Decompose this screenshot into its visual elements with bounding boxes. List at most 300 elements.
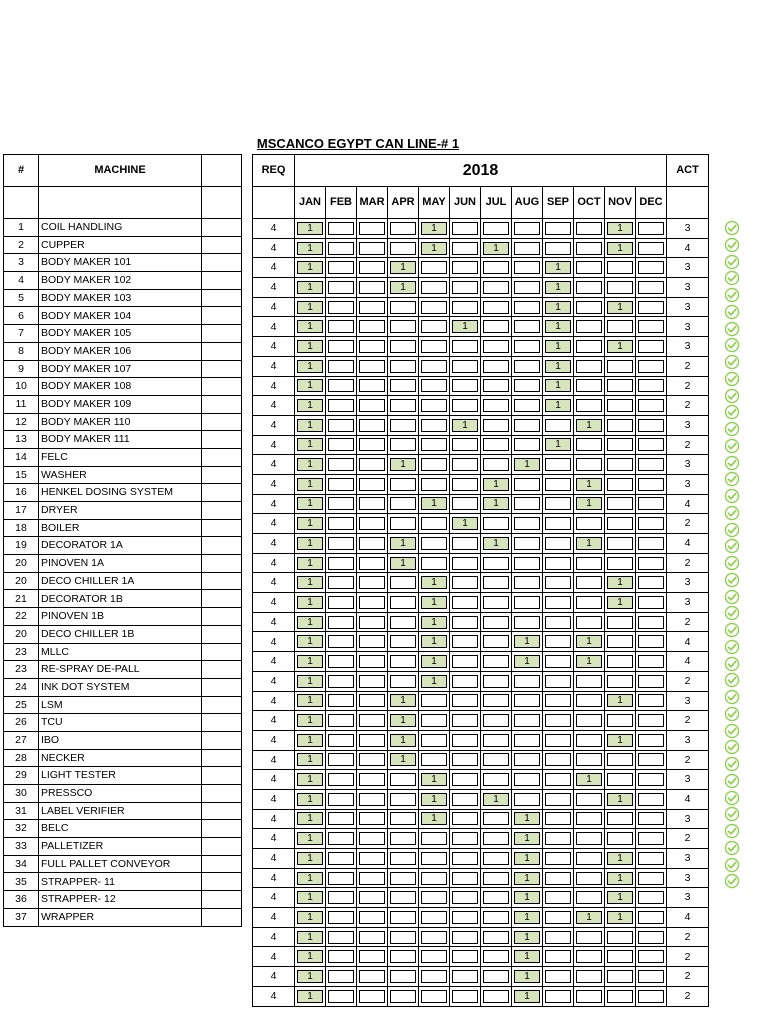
month-cell-apr [388,297,419,317]
month-cell-may [419,219,450,239]
month-cell-jul [481,534,512,554]
month-cell-apr [388,356,419,376]
check-circle-icon [724,538,740,554]
month-cell-dec [636,809,667,829]
table-row [4,802,242,820]
row-number: 16 [4,484,39,502]
mark-box: 1 [297,911,323,924]
month-cell-jul [481,888,512,908]
month-cell-oct [574,474,605,494]
check-circle-icon [724,488,740,504]
month-cell-apr [388,514,419,534]
table-row [253,750,709,770]
machine-name: BODY MAKER 102 [39,272,202,290]
mark-box [328,970,354,983]
month-cell-may [419,317,450,337]
month-cell-aug [512,435,543,455]
mark-box: 1 [607,872,633,885]
machine-name: BODY MAKER 111 [39,431,202,449]
blank-cell [202,272,242,290]
month-cell-aug [512,455,543,475]
mark-box [328,399,354,412]
mark-box [452,872,478,885]
blank-cell [202,891,242,909]
mark-box [359,872,385,885]
machine-name: PALLETIZER [39,838,202,856]
check-circle-icon [724,505,740,521]
month-cell-jun [450,337,481,357]
mark-box: 1 [297,773,323,786]
month-cell-aug [512,494,543,514]
mark-box [390,852,416,865]
month-cell-apr [388,632,419,652]
month-cell-nov [605,652,636,672]
blank-cell [202,519,242,537]
month-cell-dec [636,297,667,317]
month-cell-jul [481,789,512,809]
table-row [253,652,709,672]
month-cell-apr [388,278,419,298]
month-cell-nov [605,494,636,514]
row-number: 1 [4,219,39,237]
check-circle-icon [724,237,740,253]
mark-box [328,458,354,471]
mark-box [638,970,664,983]
month-cell-nov [605,534,636,554]
req-value: 4 [253,730,295,750]
mark-box [390,360,416,373]
mark-box [359,950,385,963]
month-cell-dec [636,376,667,396]
month-cell-aug [512,652,543,672]
month-cell-jan [295,730,326,750]
month-cell-jun [450,356,481,376]
month-cell-nov [605,238,636,258]
month-cell-jun [450,494,481,514]
mark-box [607,497,633,510]
month-cell-jul [481,455,512,475]
mark-box [545,635,571,648]
month-cell-apr [388,317,419,337]
mark-box [359,616,385,629]
row-number: 33 [4,838,39,856]
month-cell-oct [574,711,605,731]
mark-box [607,537,633,550]
table-row [253,671,709,691]
mark-box [514,301,540,314]
machine-name: LIGHT TESTER [39,767,202,785]
mark-box: 1 [545,438,571,451]
req-value: 4 [253,474,295,494]
mark-box [607,970,633,983]
month-cell-feb [326,258,357,278]
mark-box [545,557,571,570]
month-cell-may [419,691,450,711]
month-cell-oct [574,593,605,613]
mark-box [359,635,385,648]
row-number: 36 [4,891,39,909]
req-value: 4 [253,750,295,770]
mark-box: 1 [576,655,602,668]
act-value: 4 [667,908,709,928]
month-header-jan: JAN [295,187,326,219]
mark-box [545,596,571,609]
blank-cell [202,289,242,307]
mark-box [545,675,571,688]
mark-box [452,616,478,629]
month-cell-jan [295,219,326,239]
mark-box: 1 [576,773,602,786]
month-header-feb: FEB [326,187,357,219]
table-row [4,555,242,573]
blank-cell [202,643,242,661]
month-cell-sep [543,730,574,750]
req-value: 4 [253,652,295,672]
mark-box [607,675,633,688]
mark-box [328,301,354,314]
mark-box [452,655,478,668]
month-cell-jun [450,652,481,672]
mark-box [483,360,509,373]
blank-cell [202,590,242,608]
month-cell-apr [388,219,419,239]
mark-box [545,753,571,766]
month-cell-feb [326,396,357,416]
table-row [253,376,709,396]
month-cell-jan [295,750,326,770]
mark-box [359,399,385,412]
month-cell-mar [357,849,388,869]
machine-name: BODY MAKER 110 [39,413,202,431]
mark-box: 1 [421,655,447,668]
check-circle-icon [724,790,740,806]
mark-box [607,261,633,274]
mark-box: 1 [576,911,602,924]
mark-box [328,281,354,294]
machine-name: TCU [39,714,202,732]
table-row [4,484,242,502]
month-cell-jan [295,593,326,613]
month-cell-jun [450,435,481,455]
month-cell-mar [357,908,388,928]
mark-box [359,478,385,491]
mark-box [452,281,478,294]
mark-box [514,360,540,373]
mark-box [514,675,540,688]
month-cell-apr [388,455,419,475]
month-cell-oct [574,219,605,239]
table-row [4,643,242,661]
mark-box [452,478,478,491]
mark-box [390,320,416,333]
month-cell-jan [295,789,326,809]
mark-box [359,734,385,747]
mark-box: 1 [297,812,323,825]
month-cell-oct [574,396,605,416]
month-cell-dec [636,494,667,514]
mark-box [576,340,602,353]
month-cell-may [419,849,450,869]
month-cell-mar [357,809,388,829]
mark-box: 1 [390,753,416,766]
month-cell-nov [605,967,636,987]
month-cell-nov [605,376,636,396]
month-cell-apr [388,908,419,928]
month-cell-mar [357,770,388,790]
month-cell-sep [543,967,574,987]
req-value: 4 [253,238,295,258]
month-cell-oct [574,908,605,928]
mark-box [545,950,571,963]
month-cell-jan [295,415,326,435]
mark-box [638,950,664,963]
mark-box [545,872,571,885]
mark-box: 1 [607,301,633,314]
act-value: 2 [667,396,709,416]
act-value: 2 [667,514,709,534]
mark-box: 1 [421,616,447,629]
month-cell-jul [481,632,512,652]
month-cell-jul [481,593,512,613]
blank-cell [202,820,242,838]
mark-box [576,931,602,944]
month-cell-aug [512,317,543,337]
mark-box [545,852,571,865]
act-value: 3 [667,849,709,869]
mark-box: 1 [514,891,540,904]
mark-box [576,675,602,688]
req-value: 4 [253,317,295,337]
mark-box: 1 [545,301,571,314]
mark-box [328,497,354,510]
machine-name: BODY MAKER 103 [39,289,202,307]
mark-box [638,891,664,904]
month-header-aug: AUG [512,187,543,219]
mark-box [421,517,447,530]
row-number: 34 [4,855,39,873]
act-value: 3 [667,593,709,613]
mark-box [483,773,509,786]
mark-box [638,301,664,314]
month-cell-mar [357,238,388,258]
month-cell-feb [326,671,357,691]
mark-box: 1 [607,852,633,865]
req-value: 4 [253,967,295,987]
act-value: 4 [667,789,709,809]
month-cell-jul [481,337,512,357]
month-cell-nov [605,396,636,416]
month-cell-apr [388,967,419,987]
month-cell-jun [450,455,481,475]
act-value: 2 [667,435,709,455]
mark-box [607,399,633,412]
month-cell-sep [543,435,574,455]
month-cell-oct [574,376,605,396]
blank-cell [202,838,242,856]
month-cell-feb [326,967,357,987]
month-cell-jul [481,435,512,455]
mark-box [452,694,478,707]
month-cell-jan [295,494,326,514]
mark-box [576,242,602,255]
table-row [4,307,242,325]
month-cell-nov [605,829,636,849]
table-row [253,947,709,967]
month-cell-jun [450,573,481,593]
table-row [4,714,242,732]
mark-box [483,812,509,825]
mark-box [452,301,478,314]
mark-box [421,852,447,865]
month-cell-aug [512,396,543,416]
mark-box [638,812,664,825]
mark-box [607,320,633,333]
month-cell-mar [357,514,388,534]
mark-box [545,812,571,825]
month-cell-jul [481,927,512,947]
mark-box [545,911,571,924]
req-value: 4 [253,986,295,1006]
month-cell-mar [357,947,388,967]
row-number: 22 [4,608,39,626]
mark-box [452,891,478,904]
mark-box: 1 [514,635,540,648]
row-number: 4 [4,272,39,290]
month-cell-apr [388,238,419,258]
req-value: 4 [253,849,295,869]
mark-box [390,379,416,392]
req-value: 4 [253,711,295,731]
mark-box: 1 [297,379,323,392]
month-cell-dec [636,829,667,849]
month-cell-may [419,474,450,494]
month-cell-dec [636,415,667,435]
month-cell-apr [388,671,419,691]
mark-box [390,576,416,589]
row-number: 23 [4,661,39,679]
month-cell-apr [388,691,419,711]
month-cell-jul [481,494,512,514]
mark-box: 1 [297,557,323,570]
mark-box [359,832,385,845]
month-cell-jan [295,396,326,416]
mark-box: 1 [297,281,323,294]
mark-box [638,537,664,550]
machine-name: BODY MAKER 104 [39,307,202,325]
check-circle-icon [724,321,740,337]
check-circle-icon [724,270,740,286]
mark-box [421,714,447,727]
month-header-jun: JUN [450,187,481,219]
check-circle-icon [724,471,740,487]
month-cell-sep [543,376,574,396]
blank-cell [202,908,242,926]
month-cell-jun [450,770,481,790]
mark-box [638,832,664,845]
mark-box [328,734,354,747]
month-cell-nov [605,612,636,632]
check-circle-icon [724,639,740,655]
row-number: 17 [4,502,39,520]
row-number: 21 [4,590,39,608]
mark-box: 1 [452,517,478,530]
mark-box [328,675,354,688]
month-cell-jul [481,258,512,278]
req-value: 4 [253,534,295,554]
mark-box [514,438,540,451]
mark-box: 1 [607,242,633,255]
mark-box [421,832,447,845]
mark-box [607,379,633,392]
req-value: 4 [253,789,295,809]
month-cell-mar [357,396,388,416]
mark-box [545,773,571,786]
mark-box [483,931,509,944]
month-cell-feb [326,376,357,396]
blank-cell [202,219,242,237]
month-cell-may [419,809,450,829]
mark-box: 1 [297,931,323,944]
mark-box [576,694,602,707]
month-cell-sep [543,514,574,534]
mark-box [607,478,633,491]
mark-box [390,419,416,432]
month-cell-aug [512,474,543,494]
month-cell-jun [450,671,481,691]
month-cell-oct [574,888,605,908]
month-cell-mar [357,927,388,947]
mark-box [452,911,478,924]
month-cell-feb [326,652,357,672]
month-cell-oct [574,494,605,514]
mark-box [545,891,571,904]
blank-cell [202,466,242,484]
check-circle-icon [724,706,740,722]
month-cell-nov [605,474,636,494]
mark-box [483,675,509,688]
month-cell-jun [450,849,481,869]
month-cell-dec [636,927,667,947]
mark-box [328,812,354,825]
mark-box [483,694,509,707]
mark-box [545,478,571,491]
table-row [253,337,709,357]
month-cell-jan [295,868,326,888]
month-cell-jun [450,593,481,613]
month-cell-nov [605,809,636,829]
month-cell-dec [636,356,667,376]
month-cell-apr [388,927,419,947]
mark-box [638,360,664,373]
mark-box: 1 [390,261,416,274]
act-value: 3 [667,278,709,298]
mark-box [421,419,447,432]
month-cell-jun [450,711,481,731]
mark-box: 1 [297,419,323,432]
month-cell-oct [574,534,605,554]
month-cell-feb [326,612,357,632]
month-cell-jul [481,711,512,731]
mark-box [576,557,602,570]
month-cell-jun [450,297,481,317]
mark-box [328,753,354,766]
mark-box [328,222,354,235]
month-cell-dec [636,888,667,908]
month-cell-aug [512,238,543,258]
mark-box: 1 [514,852,540,865]
month-cell-nov [605,514,636,534]
month-cell-apr [388,258,419,278]
